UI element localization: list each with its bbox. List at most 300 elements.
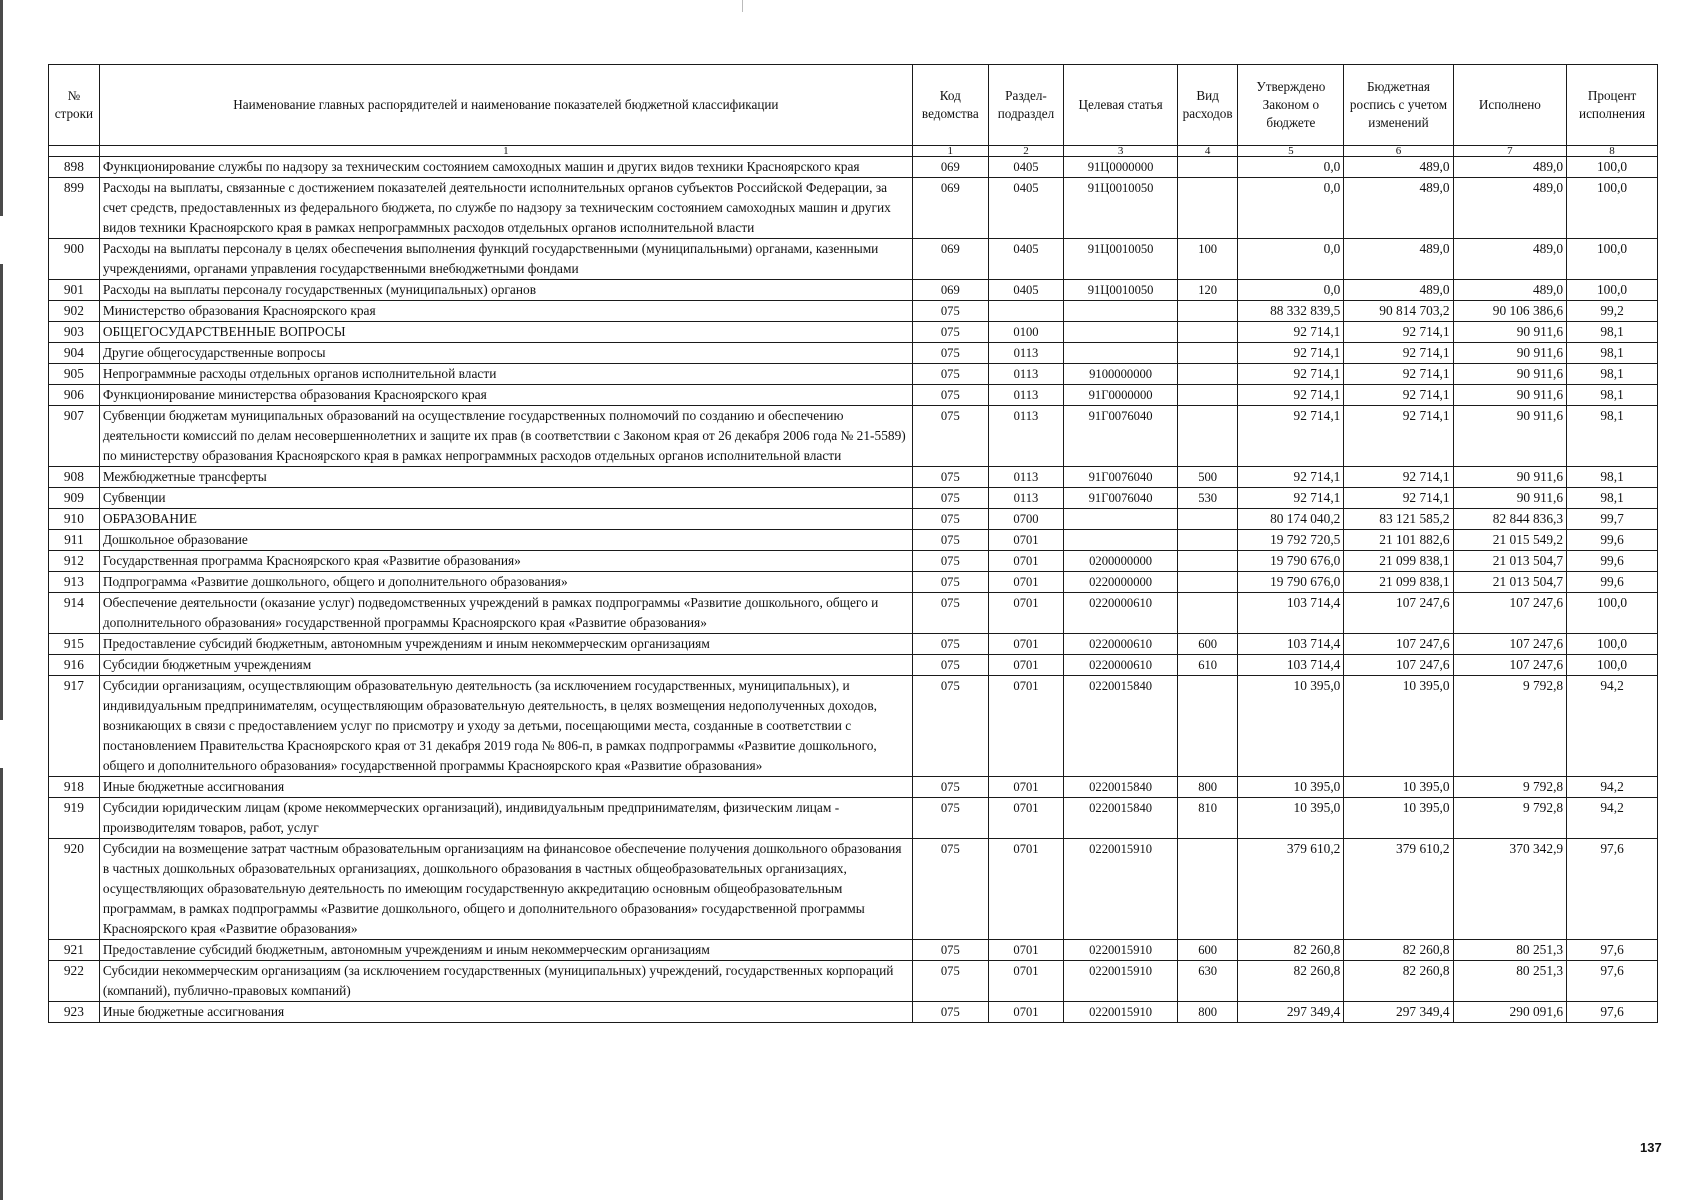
row-percent: 100,0 xyxy=(1567,593,1658,634)
header-percent: Процент исполнения xyxy=(1567,65,1658,146)
row-approved: 10 395,0 xyxy=(1238,798,1344,839)
row-section: 0701 xyxy=(988,572,1064,593)
row-executed: 9 792,8 xyxy=(1453,676,1567,777)
row-executed: 489,0 xyxy=(1453,157,1567,178)
row-budget-schedule: 489,0 xyxy=(1344,239,1453,280)
header-approved: Утверждено Законом о бюджете xyxy=(1238,65,1344,146)
header-dept-code: Код ведомства xyxy=(912,65,988,146)
row-approved: 92 714,1 xyxy=(1238,364,1344,385)
row-executed: 21 013 504,7 xyxy=(1453,551,1567,572)
row-budget-schedule: 21 099 838,1 xyxy=(1344,572,1453,593)
row-number: 920 xyxy=(49,839,100,940)
row-dept-code: 075 xyxy=(912,593,988,634)
row-executed: 370 342,9 xyxy=(1453,839,1567,940)
row-target-article: 91Ц0000000 xyxy=(1064,157,1178,178)
table-row xyxy=(49,593,1658,634)
row-budget-schedule: 489,0 xyxy=(1344,280,1453,301)
table-row xyxy=(49,385,1658,406)
row-target-article: 91Г0076040 xyxy=(1064,406,1178,467)
row-dept-code: 075 xyxy=(912,530,988,551)
row-budget-schedule: 10 395,0 xyxy=(1344,798,1453,839)
budget-execution-table xyxy=(48,64,1658,1023)
table-row xyxy=(49,655,1658,676)
row-target-article: 91Ц0010050 xyxy=(1064,280,1178,301)
row-name: Государственная программа Красноярского края «Развитие образования» xyxy=(99,551,912,572)
row-target-article: 0200000000 xyxy=(1064,551,1178,572)
row-number: 908 xyxy=(49,467,100,488)
row-budget-schedule: 107 247,6 xyxy=(1344,634,1453,655)
row-number: 915 xyxy=(49,634,100,655)
row-executed: 90 911,6 xyxy=(1453,385,1567,406)
row-expense-type xyxy=(1177,530,1238,551)
table-row xyxy=(49,280,1658,301)
row-section: 0113 xyxy=(988,385,1064,406)
row-name: Субсидии на возмещение затрат частным образовательным организациям на финансовое обеспечение получения дошкольного образования в частных дошкольных образовательных организациях, дошкольного образования в частных общеобразовательных организациях, осуществляющих образовательную деятельность по имеющим государственную аккредитацию основным общеобразовательным программам, в рамках подпрограммы «Развитие дошкольного, общего и дополнительного образования» государственной программы Красноярского края «Развитие образования» xyxy=(99,839,912,940)
row-section: 0113 xyxy=(988,488,1064,509)
row-approved: 0,0 xyxy=(1238,178,1344,239)
row-percent: 99,2 xyxy=(1567,301,1658,322)
row-section: 0701 xyxy=(988,634,1064,655)
row-target-article: 0220015910 xyxy=(1064,1002,1178,1023)
row-number: 918 xyxy=(49,777,100,798)
row-dept-code: 075 xyxy=(912,634,988,655)
row-approved: 10 395,0 xyxy=(1238,676,1344,777)
row-budget-schedule: 297 349,4 xyxy=(1344,1002,1453,1023)
row-expense-type xyxy=(1177,364,1238,385)
row-target-article: 0220000610 xyxy=(1064,593,1178,634)
table-row xyxy=(49,777,1658,798)
table-body xyxy=(49,157,1658,1023)
row-budget-schedule: 92 714,1 xyxy=(1344,406,1453,467)
row-budget-schedule: 82 260,8 xyxy=(1344,940,1453,961)
row-target-article xyxy=(1064,301,1178,322)
row-section: 0113 xyxy=(988,406,1064,467)
row-executed: 9 792,8 xyxy=(1453,798,1567,839)
row-dept-code: 075 xyxy=(912,467,988,488)
row-section: 0701 xyxy=(988,593,1064,634)
row-number: 903 xyxy=(49,322,100,343)
row-target-article xyxy=(1064,322,1178,343)
row-approved: 92 714,1 xyxy=(1238,488,1344,509)
column-index-cell: 5 xyxy=(1238,146,1344,157)
row-target-article: 91Г0000000 xyxy=(1064,385,1178,406)
header-section: Раздел-подраздел xyxy=(988,65,1064,146)
header-executed: Исполнено xyxy=(1453,65,1567,146)
row-executed: 90 911,6 xyxy=(1453,364,1567,385)
row-percent: 97,6 xyxy=(1567,940,1658,961)
row-approved: 92 714,1 xyxy=(1238,322,1344,343)
row-expense-type xyxy=(1177,509,1238,530)
header-name: Наименование главных распорядителей и наименование показателей бюджетной классификации xyxy=(99,65,912,146)
row-budget-schedule: 10 395,0 xyxy=(1344,777,1453,798)
row-name: Расходы на выплаты персоналу государственных (муниципальных) органов xyxy=(99,280,912,301)
row-expense-type: 530 xyxy=(1177,488,1238,509)
page-number: 137 xyxy=(1640,1140,1662,1155)
row-name: Предоставление субсидий бюджетным, автономным учреждениям и иным некоммерческим организациям xyxy=(99,634,912,655)
row-executed: 90 911,6 xyxy=(1453,343,1567,364)
row-percent: 97,6 xyxy=(1567,1002,1658,1023)
row-expense-type xyxy=(1177,676,1238,777)
row-expense-type: 120 xyxy=(1177,280,1238,301)
column-index-cell xyxy=(49,146,100,157)
row-expense-type xyxy=(1177,572,1238,593)
row-target-article: 91Г0076040 xyxy=(1064,488,1178,509)
row-section: 0405 xyxy=(988,239,1064,280)
row-target-article: 0220015840 xyxy=(1064,676,1178,777)
row-executed: 90 106 386,6 xyxy=(1453,301,1567,322)
column-index-cell: 8 xyxy=(1567,146,1658,157)
row-target-article xyxy=(1064,343,1178,364)
column-index-cell: 4 xyxy=(1177,146,1238,157)
row-executed: 21 013 504,7 xyxy=(1453,572,1567,593)
row-number: 913 xyxy=(49,572,100,593)
row-budget-schedule: 82 260,8 xyxy=(1344,961,1453,1002)
row-dept-code: 075 xyxy=(912,1002,988,1023)
row-expense-type: 600 xyxy=(1177,634,1238,655)
row-expense-type xyxy=(1177,157,1238,178)
table-row xyxy=(49,239,1658,280)
row-approved: 103 714,4 xyxy=(1238,634,1344,655)
row-percent: 100,0 xyxy=(1567,239,1658,280)
row-approved: 82 260,8 xyxy=(1238,940,1344,961)
row-target-article: 0220000610 xyxy=(1064,634,1178,655)
row-percent: 99,6 xyxy=(1567,551,1658,572)
row-section xyxy=(988,301,1064,322)
row-section: 0701 xyxy=(988,839,1064,940)
row-target-article xyxy=(1064,509,1178,530)
row-dept-code: 075 xyxy=(912,343,988,364)
row-percent: 94,2 xyxy=(1567,777,1658,798)
row-percent: 99,6 xyxy=(1567,572,1658,593)
row-section: 0100 xyxy=(988,322,1064,343)
row-executed: 489,0 xyxy=(1453,178,1567,239)
row-dept-code: 075 xyxy=(912,509,988,530)
row-expense-type: 800 xyxy=(1177,777,1238,798)
row-number: 899 xyxy=(49,178,100,239)
row-name: Расходы на выплаты персоналу в целях обеспечения выполнения функций государственными (муниципальными) органами, казенными учреждениями, органами управления государственными внебюджетными фондами xyxy=(99,239,912,280)
row-name: Межбюджетные трансферты xyxy=(99,467,912,488)
row-name: ОБЩЕГОСУДАРСТВЕННЫЕ ВОПРОСЫ xyxy=(99,322,912,343)
row-name: Непрограммные расходы отдельных органов исполнительной власти xyxy=(99,364,912,385)
row-dept-code: 075 xyxy=(912,777,988,798)
table-row xyxy=(49,157,1658,178)
row-budget-schedule: 92 714,1 xyxy=(1344,322,1453,343)
row-expense-type: 500 xyxy=(1177,467,1238,488)
row-approved: 92 714,1 xyxy=(1238,467,1344,488)
table-row xyxy=(49,551,1658,572)
row-budget-schedule: 489,0 xyxy=(1344,157,1453,178)
row-expense-type xyxy=(1177,343,1238,364)
row-budget-schedule: 489,0 xyxy=(1344,178,1453,239)
row-percent: 98,1 xyxy=(1567,364,1658,385)
row-executed: 489,0 xyxy=(1453,280,1567,301)
row-number: 906 xyxy=(49,385,100,406)
table-row xyxy=(49,178,1658,239)
column-index-cell: 6 xyxy=(1344,146,1453,157)
row-dept-code: 075 xyxy=(912,961,988,1002)
row-percent: 98,1 xyxy=(1567,488,1658,509)
row-number: 900 xyxy=(49,239,100,280)
row-budget-schedule: 83 121 585,2 xyxy=(1344,509,1453,530)
row-executed: 82 844 836,3 xyxy=(1453,509,1567,530)
row-name: Расходы на выплаты, связанные с достижением показателей деятельности исполнительных органов субъектов Российской Федерации, за счет средств, предоставленных из федерального бюджета, по службе по надзору за техническим состоянием самоходных машин и других видов техники Красноярского края в рамках непрограммных расходов отдельных органов исполнительной власти xyxy=(99,178,912,239)
table-row xyxy=(49,322,1658,343)
row-budget-schedule: 107 247,6 xyxy=(1344,655,1453,676)
header-target-article: Целевая статья xyxy=(1064,65,1178,146)
row-name: Функционирование министерства образования Красноярского края xyxy=(99,385,912,406)
table-row xyxy=(49,509,1658,530)
row-number: 916 xyxy=(49,655,100,676)
row-name: Другие общегосударственные вопросы xyxy=(99,343,912,364)
row-percent: 97,6 xyxy=(1567,961,1658,1002)
row-section: 0701 xyxy=(988,798,1064,839)
row-number: 901 xyxy=(49,280,100,301)
row-target-article: 91Г0076040 xyxy=(1064,467,1178,488)
table-row xyxy=(49,406,1658,467)
row-number: 910 xyxy=(49,509,100,530)
row-name: Подпрограмма «Развитие дошкольного, общего и дополнительного образования» xyxy=(99,572,912,593)
row-approved: 88 332 839,5 xyxy=(1238,301,1344,322)
row-target-article xyxy=(1064,530,1178,551)
row-executed: 21 015 549,2 xyxy=(1453,530,1567,551)
row-expense-type: 810 xyxy=(1177,798,1238,839)
table-row xyxy=(49,1002,1658,1023)
row-approved: 103 714,4 xyxy=(1238,655,1344,676)
row-section: 0113 xyxy=(988,364,1064,385)
row-percent: 100,0 xyxy=(1567,634,1658,655)
row-number: 922 xyxy=(49,961,100,1002)
row-budget-schedule: 379 610,2 xyxy=(1344,839,1453,940)
table-row xyxy=(49,634,1658,655)
row-percent: 99,7 xyxy=(1567,509,1658,530)
row-target-article: 0220015910 xyxy=(1064,961,1178,1002)
table-row xyxy=(49,572,1658,593)
row-number: 907 xyxy=(49,406,100,467)
row-dept-code: 075 xyxy=(912,798,988,839)
row-expense-type xyxy=(1177,593,1238,634)
row-expense-type: 610 xyxy=(1177,655,1238,676)
row-percent: 100,0 xyxy=(1567,178,1658,239)
row-target-article: 0220015840 xyxy=(1064,798,1178,839)
row-dept-code: 075 xyxy=(912,364,988,385)
row-approved: 19 792 720,5 xyxy=(1238,530,1344,551)
row-executed: 107 247,6 xyxy=(1453,634,1567,655)
row-dept-code: 075 xyxy=(912,676,988,777)
row-executed: 9 792,8 xyxy=(1453,777,1567,798)
row-percent: 98,1 xyxy=(1567,343,1658,364)
row-number: 909 xyxy=(49,488,100,509)
row-expense-type: 800 xyxy=(1177,1002,1238,1023)
column-index-cell: 2 xyxy=(988,146,1064,157)
row-name: Субсидии юридическим лицам (кроме некоммерческих организаций), индивидуальным предпринимателям, физическим лицам - производителям товаров, работ, услуг xyxy=(99,798,912,839)
row-target-article: 0220015910 xyxy=(1064,940,1178,961)
row-percent: 98,1 xyxy=(1567,322,1658,343)
row-executed: 90 911,6 xyxy=(1453,406,1567,467)
row-number: 917 xyxy=(49,676,100,777)
row-executed: 90 911,6 xyxy=(1453,322,1567,343)
row-approved: 92 714,1 xyxy=(1238,385,1344,406)
row-percent: 97,6 xyxy=(1567,839,1658,940)
row-budget-schedule: 21 099 838,1 xyxy=(1344,551,1453,572)
row-dept-code: 069 xyxy=(912,280,988,301)
row-expense-type xyxy=(1177,322,1238,343)
row-approved: 379 610,2 xyxy=(1238,839,1344,940)
row-budget-schedule: 107 247,6 xyxy=(1344,593,1453,634)
row-executed: 80 251,3 xyxy=(1453,940,1567,961)
row-section: 0701 xyxy=(988,655,1064,676)
row-dept-code: 075 xyxy=(912,322,988,343)
row-approved: 92 714,1 xyxy=(1238,343,1344,364)
row-percent: 98,1 xyxy=(1567,406,1658,467)
table-row xyxy=(49,530,1658,551)
row-executed: 107 247,6 xyxy=(1453,655,1567,676)
row-executed: 489,0 xyxy=(1453,239,1567,280)
row-approved: 19 790 676,0 xyxy=(1238,551,1344,572)
header-budget-schedule: Бюджетная роспись с учетом изменений xyxy=(1344,65,1453,146)
row-name: Субсидии организациям, осуществляющим образовательную деятельность (за исключением государственных, муниципальных), и индивидуальным предпринимателям, осуществляющим образовательную деятельность, в целях возмещения недополученных доходов, возникающих в связи с предоставлением услуг по присмотру и уходу за детьми, посещающими места, созданные в соответствии с постановлением Правительства Красноярского края от 31 декабря 2019 года № 806-п, в рамках подпрограммы «Развитие дошкольного, общего и дополнительного образования» государственной программы Красноярского края «Развитие образования» xyxy=(99,676,912,777)
row-dept-code: 075 xyxy=(912,655,988,676)
row-budget-schedule: 10 395,0 xyxy=(1344,676,1453,777)
row-approved: 0,0 xyxy=(1238,239,1344,280)
row-approved: 92 714,1 xyxy=(1238,406,1344,467)
row-section: 0701 xyxy=(988,551,1064,572)
row-dept-code: 075 xyxy=(912,572,988,593)
row-target-article: 0220015840 xyxy=(1064,777,1178,798)
row-section: 0700 xyxy=(988,509,1064,530)
row-section: 0113 xyxy=(988,467,1064,488)
table-row xyxy=(49,343,1658,364)
table-row xyxy=(49,940,1658,961)
row-dept-code: 075 xyxy=(912,385,988,406)
row-dept-code: 075 xyxy=(912,406,988,467)
row-budget-schedule: 92 714,1 xyxy=(1344,343,1453,364)
row-section: 0701 xyxy=(988,676,1064,777)
row-target-article: 9100000000 xyxy=(1064,364,1178,385)
row-percent: 100,0 xyxy=(1567,655,1658,676)
row-expense-type xyxy=(1177,301,1238,322)
table-row xyxy=(49,488,1658,509)
row-number: 905 xyxy=(49,364,100,385)
table-row xyxy=(49,676,1658,777)
row-name: Субсидии некоммерческим организациям (за исключением государственных (муниципальных) учреждений, государственных корпораций (компаний), публично-правовых компаний) xyxy=(99,961,912,1002)
row-name: Дошкольное образование xyxy=(99,530,912,551)
row-section: 0701 xyxy=(988,940,1064,961)
row-budget-schedule: 92 714,1 xyxy=(1344,385,1453,406)
row-dept-code: 075 xyxy=(912,301,988,322)
row-dept-code: 069 xyxy=(912,178,988,239)
row-executed: 90 911,6 xyxy=(1453,467,1567,488)
row-name: Министерство образования Красноярского края xyxy=(99,301,912,322)
header-expense-type: Вид расходов xyxy=(1177,65,1238,146)
row-percent: 94,2 xyxy=(1567,798,1658,839)
row-name: Обеспечение деятельности (оказание услуг) подведомственных учреждений в рамках подпрограммы «Развитие дошкольного, общего и дополнительного образования» государственной программы Красноярского края «Развитие образования» xyxy=(99,593,912,634)
header-row-number: № строки xyxy=(49,65,100,146)
row-dept-code: 069 xyxy=(912,239,988,280)
row-number: 923 xyxy=(49,1002,100,1023)
row-budget-schedule: 92 714,1 xyxy=(1344,467,1453,488)
row-section: 0113 xyxy=(988,343,1064,364)
table-row xyxy=(49,839,1658,940)
row-percent: 98,1 xyxy=(1567,467,1658,488)
scan-edge-mark xyxy=(0,0,3,1200)
row-dept-code: 075 xyxy=(912,551,988,572)
scan-artifact xyxy=(742,0,743,12)
row-executed: 90 911,6 xyxy=(1453,488,1567,509)
table-header xyxy=(49,65,1658,157)
column-index-cell: 3 xyxy=(1064,146,1178,157)
row-name: Субвенции xyxy=(99,488,912,509)
row-name: Субвенции бюджетам муниципальных образований на осуществление государственных полномочий по созданию и обеспечению деятельности комиссий по делам несовершеннолетних и защите их прав (в соответствии с Законом края от 26 декабря 2006 года № 21-5589) по министерству образования Красноярского края в рамках непрограммных расходов отдельных органов исполнительной власти xyxy=(99,406,912,467)
row-target-article: 0220015910 xyxy=(1064,839,1178,940)
row-number: 912 xyxy=(49,551,100,572)
row-percent: 100,0 xyxy=(1567,157,1658,178)
table-row xyxy=(49,301,1658,322)
table-row xyxy=(49,798,1658,839)
row-section: 0701 xyxy=(988,961,1064,1002)
row-number: 904 xyxy=(49,343,100,364)
row-number: 919 xyxy=(49,798,100,839)
row-name: ОБРАЗОВАНИЕ xyxy=(99,509,912,530)
row-expense-type xyxy=(1177,551,1238,572)
row-expense-type xyxy=(1177,839,1238,940)
column-index-row xyxy=(49,146,1658,157)
row-section: 0701 xyxy=(988,777,1064,798)
row-section: 0405 xyxy=(988,178,1064,239)
row-expense-type: 100 xyxy=(1177,239,1238,280)
row-name: Иные бюджетные ассигнования xyxy=(99,1002,912,1023)
row-budget-schedule: 92 714,1 xyxy=(1344,364,1453,385)
table-row xyxy=(49,467,1658,488)
row-number: 898 xyxy=(49,157,100,178)
row-expense-type xyxy=(1177,385,1238,406)
row-approved: 10 395,0 xyxy=(1238,777,1344,798)
row-expense-type xyxy=(1177,406,1238,467)
row-name: Субсидии бюджетным учреждениям xyxy=(99,655,912,676)
row-target-article: 91Ц0010050 xyxy=(1064,239,1178,280)
row-percent: 98,1 xyxy=(1567,385,1658,406)
row-name: Предоставление субсидий бюджетным, автономным учреждениям и иным некоммерческим организациям xyxy=(99,940,912,961)
row-target-article: 0220000610 xyxy=(1064,655,1178,676)
row-section: 0405 xyxy=(988,157,1064,178)
row-dept-code: 075 xyxy=(912,488,988,509)
row-number: 914 xyxy=(49,593,100,634)
row-number: 911 xyxy=(49,530,100,551)
row-executed: 290 091,6 xyxy=(1453,1002,1567,1023)
row-budget-schedule: 21 101 882,6 xyxy=(1344,530,1453,551)
row-section: 0701 xyxy=(988,530,1064,551)
row-expense-type: 630 xyxy=(1177,961,1238,1002)
row-approved: 80 174 040,2 xyxy=(1238,509,1344,530)
row-section: 0701 xyxy=(988,1002,1064,1023)
row-section: 0405 xyxy=(988,280,1064,301)
column-index-cell: 1 xyxy=(99,146,912,157)
row-dept-code: 075 xyxy=(912,839,988,940)
row-expense-type: 600 xyxy=(1177,940,1238,961)
row-dept-code: 075 xyxy=(912,940,988,961)
row-name: Функционирование службы по надзору за техническим состоянием самоходных машин и других видов техники Красноярского края xyxy=(99,157,912,178)
row-percent: 94,2 xyxy=(1567,676,1658,777)
row-approved: 82 260,8 xyxy=(1238,961,1344,1002)
row-approved: 0,0 xyxy=(1238,280,1344,301)
row-number: 921 xyxy=(49,940,100,961)
row-expense-type xyxy=(1177,178,1238,239)
row-budget-schedule: 90 814 703,2 xyxy=(1344,301,1453,322)
table-row xyxy=(49,961,1658,1002)
row-budget-schedule: 92 714,1 xyxy=(1344,488,1453,509)
column-index-cell: 7 xyxy=(1453,146,1567,157)
row-executed: 80 251,3 xyxy=(1453,961,1567,1002)
row-dept-code: 069 xyxy=(912,157,988,178)
